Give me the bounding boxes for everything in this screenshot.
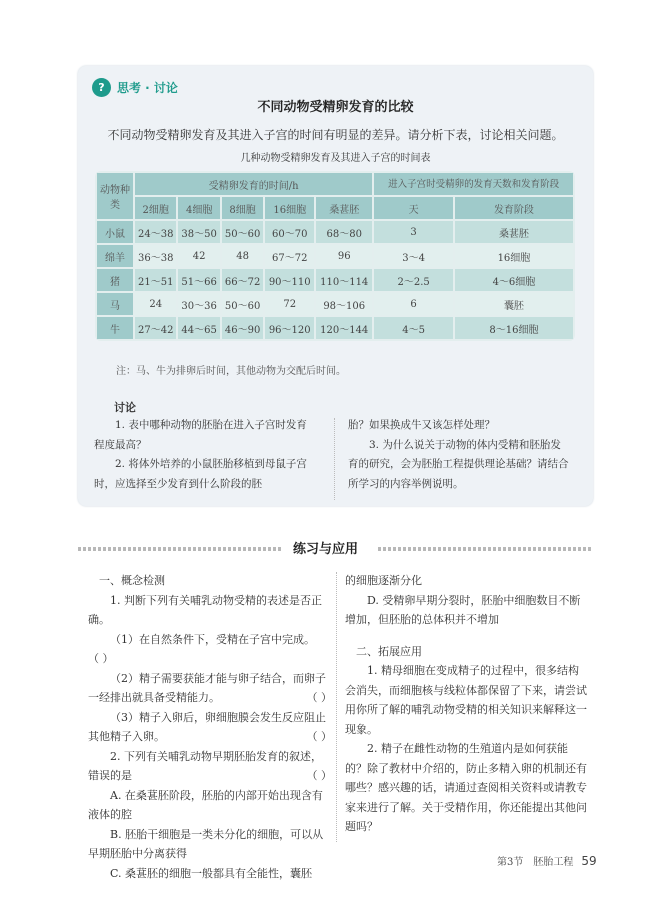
exercise-1-3 [88,708,332,747]
option-c-cont: 的细胞逐渐分化 [345,574,422,587]
value-cell: 囊胚 [454,292,574,316]
value-cell: 6 [373,292,454,316]
option-d: D. 受精卵早期分裂时，胚胎中细胞数目不断增加，但胚胎的总体积并不增加 [345,593,581,626]
value-cell: 3～4 [373,244,454,268]
answer-blank: （ ） [306,769,332,782]
value-cell: 48 [221,244,264,268]
value-cell: 96～120 [264,316,315,340]
species-cell: 马 [96,292,134,316]
value-cell: 24 [134,292,177,316]
value-cell: 桑葚胚 [454,220,574,244]
value-cell: 3 [373,220,454,244]
value-cell: 98～106 [315,292,373,316]
table-row [96,220,574,244]
extension-1: 1. 精母细胞在变成精子的过程中，很多结构会消失，而细胞核与线粒体都保留了下来，请尝试用你所了解的哺乳动物受精的相关知识来解释这一现象。 [345,664,587,736]
table-row [96,292,574,316]
exercise-1: 1. 判断下列有关哺乳动物受精的表述是否正确。 [88,593,322,626]
column-divider [334,418,335,500]
statement: （3）精子入卵后，卵细胞膜会发生反应阻止其他精子入卵。 [88,710,326,743]
answer-blank: （ ） [306,730,332,743]
section-header [78,538,593,558]
tag-label: 思考 · 讨论 [117,81,178,95]
value-cell: 68～80 [315,220,373,244]
discussion-right [348,416,570,494]
table-caption: 几种动物受精卵发育及其进入子宫的时间表 [240,153,431,164]
question-2-cont: 胎？如果换成牛又该怎样处理？ [348,419,495,431]
option-c: C. 桑葚胚的细胞一般都具有全能性，囊胚 [110,866,313,880]
part1-heading: 一、概念检测 [99,574,165,587]
development-table [95,171,575,341]
table-note: 注：马、牛为排卵后时间，其他动物为交配后时间。 [116,366,346,377]
wavy-divider-right [378,547,593,551]
subheader: 8细胞 [221,196,264,220]
exercise-1-2 [88,669,332,708]
value-cell: 16细胞 [454,244,574,268]
section-title: 练习与应用 [293,542,359,557]
value-cell: 96 [315,244,373,268]
lightbulb-icon: ? [92,78,111,97]
value-cell: 67～72 [264,244,315,268]
value-cell: 8～16细胞 [454,316,574,340]
option-a: A. 在桑葚胚阶段，胚胎的内部开始出现含有液体的腔 [88,788,323,821]
value-cell: 21～51 [134,268,177,292]
answer-blank: （ ） [306,691,332,704]
subheader: 发育阶段 [454,196,574,220]
value-cell: 46～90 [221,316,264,340]
table-row [96,316,574,340]
page-number: 59 [581,854,597,868]
subheader: 桑葚胚 [315,196,373,220]
species-cell: 牛 [96,316,134,340]
subheader: 16细胞 [264,196,315,220]
statement: （2）精子需要获能才能与卵子结合，而卵子一经排出就具备受精能力。 [88,671,326,704]
value-cell: 51～66 [177,268,220,292]
extension-2: 2. 精子在雌性动物的生殖道内是如何获能的？除了教材中介绍的，防止多精入卵的机制还有哪些？感兴趣的话，请通过查阅相关资料或请教专家来进行了解。关于受精作用，你还能提出其他问题吗？ [345,742,587,833]
value-cell: 60～70 [264,220,315,244]
value-cell: 4～5 [373,316,454,340]
species-cell: 猪 [96,268,134,292]
question-2: 2. 将体外培养的小鼠胚胎移植到母鼠子宫时，应选择至少发育到什么阶段的胚 [94,458,307,490]
value-cell: 30～36 [177,292,220,316]
exercise-left-column [88,571,332,883]
value-cell: 120～144 [315,316,373,340]
wavy-divider-left [78,547,283,551]
subheader: 天 [373,196,454,220]
exercise-right-column [345,571,589,837]
discussion-box [78,66,593,506]
box-title: 不同动物受精卵发育的比较 [257,100,414,115]
value-cell: 2～2.5 [373,268,454,292]
subheader: 2细胞 [134,196,177,220]
discussion-left [94,416,316,494]
header-group2: 进入子宫时受精卵的发育天数和发育阶段 [373,172,574,196]
statement: （1）在自然条件下，受精在子宫中完成。 [110,632,315,646]
value-cell: 90～110 [264,268,315,292]
box-intro: 不同动物受精卵发育及其进入子宫的时间有明显的差异。请分析下表，讨论相关问题。 [107,128,564,142]
header-species: 动物种类 [96,172,134,220]
discussion-tag [92,78,178,97]
value-cell: 24～38 [134,220,177,244]
column-divider [336,572,337,842]
answer-blank: （ ） [88,652,114,665]
statement: 2. 下列有关哺乳动物早期胚胎发育的叙述，错误的是 [88,749,322,782]
page-footer [497,853,597,868]
value-cell: 66～72 [221,268,264,292]
question-3: 3. 为什么说关于动物的体内受精和胚胎发育的研究，会为胚胎工程提供理论基础？请结合所学习的内容举例说明。 [348,438,569,490]
subheader: 4细胞 [177,196,220,220]
table-row [96,244,574,268]
exercise-1-1 [88,630,332,669]
exercise-2 [88,747,332,786]
value-cell: 38～50 [177,220,220,244]
option-b: B. 胚胎干细胞是一类未分化的细胞，可以从早期胚胎中分离获得 [88,827,324,860]
footer-section: 第3节 胚胎工程 [497,857,574,868]
value-cell: 110～114 [315,268,373,292]
discussion-heading: 讨论 [114,401,136,414]
value-cell: 4～6细胞 [454,268,574,292]
question-1: 1. 表中哪种动物的胚胎在进入子宫时发育程度最高？ [94,419,307,451]
table-row [96,268,574,292]
value-cell: 72 [264,292,315,316]
value-cell: 36～38 [134,244,177,268]
part2-heading: 二、拓展应用 [356,644,422,658]
species-cell: 小鼠 [96,220,134,244]
value-cell: 44～65 [177,316,220,340]
value-cell: 42 [177,244,220,268]
value-cell: 50～60 [221,220,264,244]
header-group1: 受精卵发育的时间/h [134,172,373,196]
species-cell: 绵羊 [96,244,134,268]
value-cell: 27～42 [134,316,177,340]
value-cell: 50～60 [221,292,264,316]
